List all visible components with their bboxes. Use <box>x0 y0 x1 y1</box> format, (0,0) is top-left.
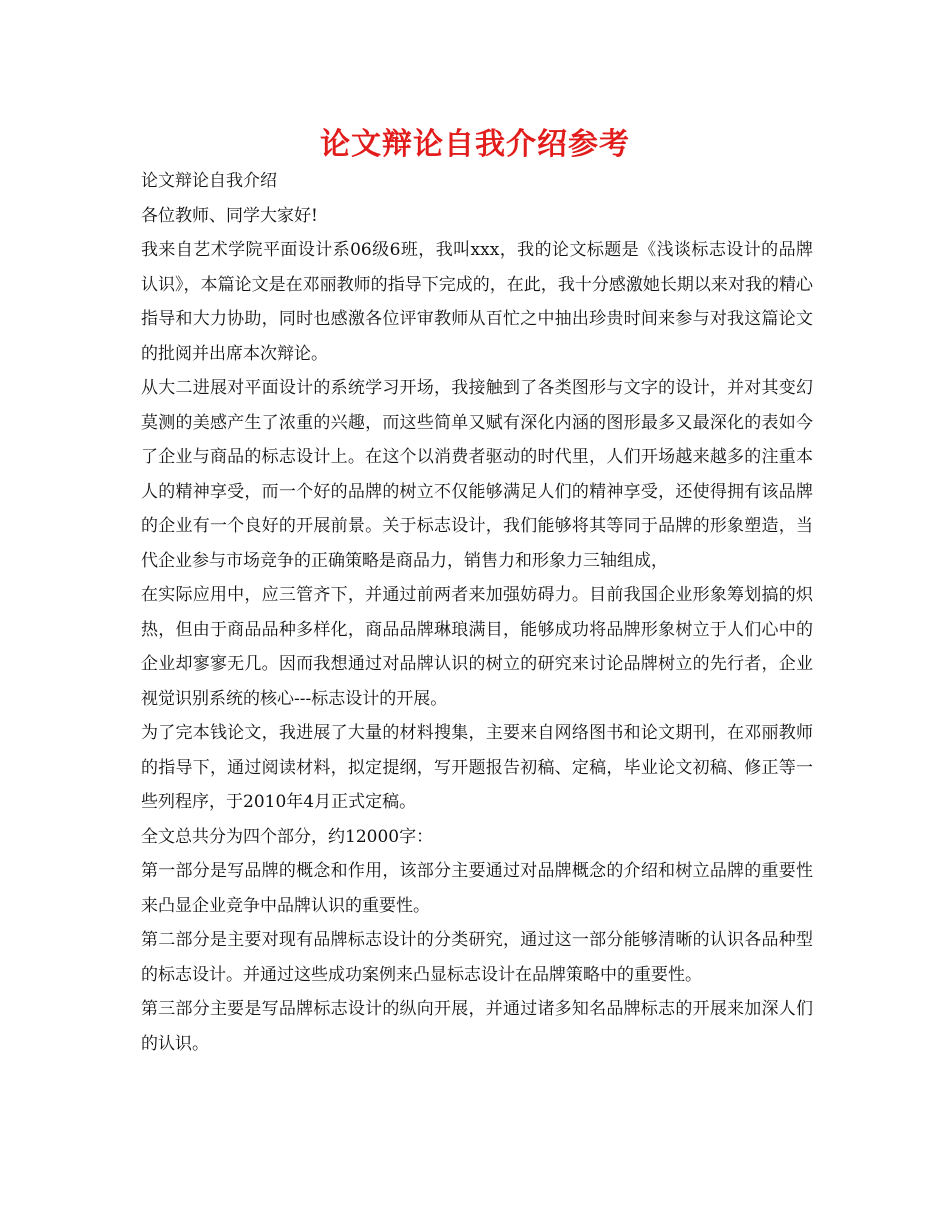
document-title: 论文辩论自我介绍参考 <box>320 127 630 162</box>
paragraph-overview: 全文总共分为四个部分，约12000字： <box>141 826 434 847</box>
document-body <box>141 164 813 1061</box>
paragraph-part-one: 第一部分是写品牌的概念和作用，该部分主要通过对品牌概念的介绍和树立品牌的重要性来凸显企业竞争中品牌认识的重要性。 <box>141 861 813 916</box>
paragraph-background: 从大二进展对平面设计的系统学习开场，我接触到了各类图形与文字的设计，并对其变幻莫测的美感产生了浓重的兴趣，而这些简单又赋有深化内涵的图形最多又最深化的表如今了企业与商品的标志设计上。在这个以消费者驱动的时代里，人们开场越来越多的注重本人的精神享受，而一个好的品牌的树立不仅能够满足人们的精神享受，还使得拥有该品牌的企业有一个良好的开展前景。关于标志设计，我们能够将其等同于品牌的形象塑造，当代企业参与市场竞争的正确策略是商品力，销售力和形象力三轴组成， <box>141 378 813 571</box>
paragraph-introduction: 我来自艺术学院平面设计系06级6班，我叫xxx，我的论文标题是《浅谈标志设计的品牌认识》，本篇论文是在邓丽教师的指导下完成的，在此，我十分感激她长期以来对我的精心指导和大力协助，同时也感激各位评审教师从百忙之中抽出珍贵时间来参与对我这篇论文的批阅并出席本次辩论。 <box>141 240 813 364</box>
paragraph-greeting: 各位教师、同学大家好! <box>141 205 318 226</box>
paragraph-part-three: 第三部分主要是写品牌标志设计的纵向开展，并通过诸多知名品牌标志的开展来加深人们的认识。 <box>141 999 813 1054</box>
paragraph-part-two: 第二部分是主要对现有品牌标志设计的分类研究，通过这一部分能够清晰的认识各品种型的标志设计。并通过这些成功案例来凸显标志设计在品牌策略中的重要性。 <box>141 930 813 985</box>
paragraph-subtitle: 论文辩论自我介绍 <box>141 171 277 191</box>
paragraph-process: 为了完本钱论文，我进展了大量的材料搜集，主要来自网络图书和论文期刊，在邓丽教师的指导下，通过阅读材料，拟定提纲，写开题报告初稿、定稿，毕业论文初稿、修正等一些列程序，于2010年4月正式定稿。 <box>141 723 813 812</box>
paragraph-application: 在实际应用中，应三管齐下，并通过前两者来加强妨碍力。目前我国企业形象筹划搞的炽热，但由于商品品种多样化，商品品牌琳琅满目，能够成功将品牌形象树立于人们心中的企业却寥寥无几。因而我想通过对品牌认识的树立的研究来讨论品牌树立的先行者，企业视觉识别系统的核心---标志设计的开展。 <box>141 585 813 709</box>
